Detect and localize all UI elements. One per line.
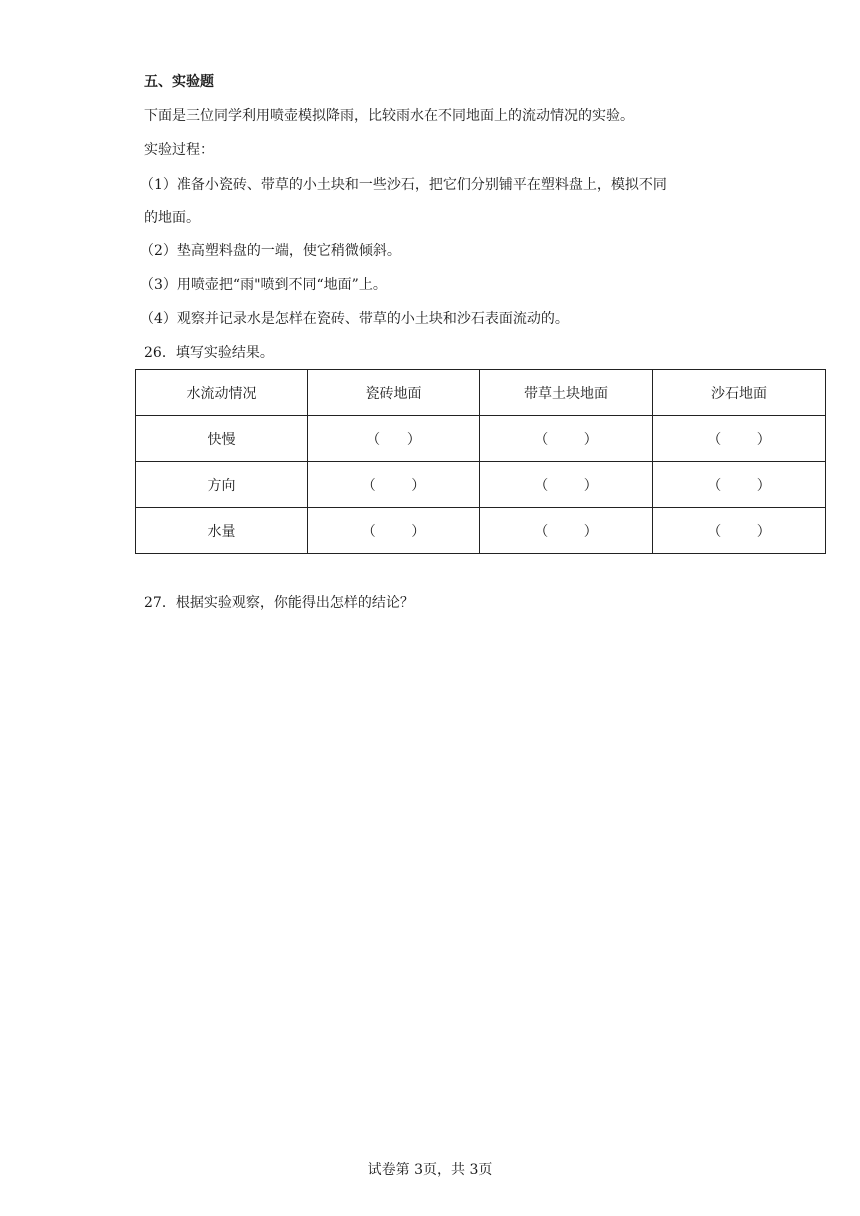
intro-text: 下面是三位同学利用喷壶模拟降雨，比较雨水在不同地面上的流动情况的实验。 — [144, 108, 634, 124]
answer-blank[interactable]: （ ） — [480, 462, 653, 508]
table-row — [136, 462, 826, 508]
table-row — [136, 416, 826, 462]
step-1: （1）准备小瓷砖、带草的小土块和一些沙石，把它们分别铺平在塑料盘上，模拟不同 — [140, 177, 667, 193]
header-water-flow: 水流动情况 — [136, 370, 308, 416]
process-label: 实验过程： — [144, 142, 214, 158]
table-header-row — [136, 370, 826, 416]
answer-blank[interactable]: （ ） — [653, 462, 826, 508]
answer-blank[interactable]: （ ） — [308, 462, 480, 508]
table-row — [136, 508, 826, 554]
question-26: 26．填写实验结果。 — [144, 345, 274, 361]
step-1-continued: 的地面。 — [144, 210, 200, 226]
row-label-direction: 方向 — [136, 462, 308, 508]
answer-blank[interactable]: （ ） — [480, 416, 653, 462]
header-grass-soil-ground: 带草土块地面 — [480, 370, 653, 416]
step-4: （4）观察并记录水是怎样在瓷砖、带草的小土块和沙石表面流动的。 — [140, 311, 569, 327]
page-footer: 试卷第 3页，共 3页 — [367, 1162, 493, 1178]
header-sand-ground: 沙石地面 — [653, 370, 826, 416]
question-27: 27．根据实验观察，你能得出怎样的结论？ — [144, 595, 414, 611]
section-title: 五、实验题 — [144, 74, 214, 90]
answer-blank[interactable]: （ ） — [308, 508, 480, 554]
answer-blank[interactable]: （ ） — [653, 416, 826, 462]
header-tile-ground: 瓷砖地面 — [308, 370, 480, 416]
row-label-speed: 快慢 — [136, 416, 308, 462]
answer-blank[interactable]: （ ） — [480, 508, 653, 554]
answer-blank[interactable]: （ ） — [653, 508, 826, 554]
step-2: （2）垫高塑料盘的一端，使它稍微倾斜。 — [140, 243, 401, 259]
results-table — [135, 369, 826, 554]
answer-blank[interactable]: （ ） — [308, 416, 480, 462]
row-label-amount: 水量 — [136, 508, 308, 554]
step-3: （3）用喷壶把“雨"喷到不同“地面”上。 — [140, 277, 387, 293]
